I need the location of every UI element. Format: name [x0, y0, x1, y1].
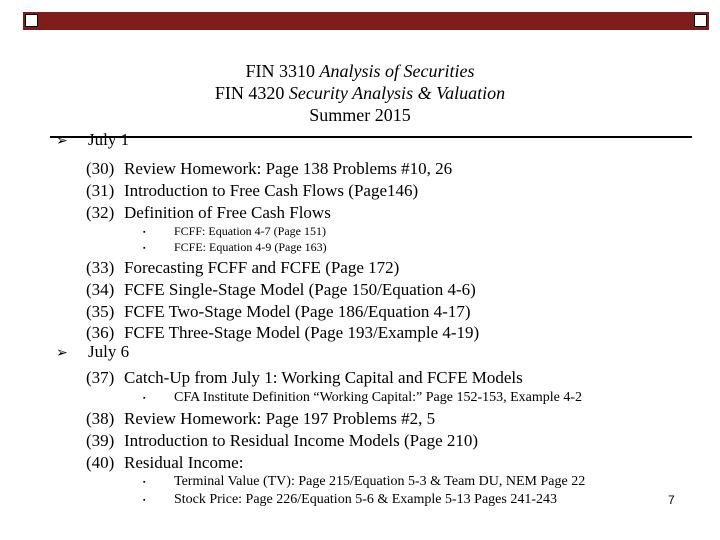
checkbox-left: [25, 14, 38, 27]
header-bar: [23, 12, 709, 30]
title-line-3: Summer 2015: [309, 105, 411, 125]
sub-item-40b: ▪ Stock Price: Page 226/Equation 5-6 & Example 5-13 Pages 241-243: [143, 492, 557, 508]
page-number: 7: [668, 493, 675, 507]
title-line-1: FIN 3310 Analysis of Securities: [245, 61, 475, 81]
square-bullet-icon: ▪: [143, 496, 146, 504]
list-item-31: (31) Introduction to Free Cash Flows (Page146): [86, 181, 419, 200]
date-heading-july-1: ➢ July 1: [56, 130, 130, 149]
square-bullet-icon: ▪: [143, 228, 146, 237]
square-bullet-icon: ▪: [143, 244, 146, 253]
arrow-bullet-icon: ➢: [56, 345, 68, 361]
square-bullet-icon: ▪: [143, 478, 146, 486]
checkbox-right: [694, 14, 707, 27]
list-item-38: (38) Review Homework: Page 197 Problems #2, 5: [86, 409, 436, 428]
list-item-35: (35) FCFE Two-Stage Model (Page 186/Equation 4-17): [86, 302, 471, 321]
arrow-bullet-icon: ➢: [56, 133, 68, 149]
title-divider: [50, 136, 692, 138]
list-item-36: (36) FCFE Three-Stage Model (Page 193/Example 4-19): [86, 323, 480, 342]
list-item-40: (40) Residual Income:: [86, 453, 244, 472]
square-bullet-icon: ▪: [143, 394, 146, 402]
slide-title: [150, 60, 570, 126]
sub-item-37a: ▪ CFA Institute Definition “Working Capital:” Page 152-153, Example 4-2: [143, 390, 583, 406]
list-item-39: (39) Introduction to Residual Income Models (Page 210): [86, 431, 479, 450]
title-line-2: FIN 4320 Security Analysis & Valuation: [214, 83, 506, 103]
list-item-30: (30) Review Homework: Page 138 Problems #10, 26: [86, 159, 453, 178]
list-item-37: (37) Catch-Up from July 1: Working Capital and FCFE Models: [86, 368, 523, 387]
list-item-33: (33) Forecasting FCFF and FCFE (Page 172): [86, 258, 400, 277]
list-item-32: (32) Definition of Free Cash Flows: [86, 203, 331, 222]
sub-item-32a: ▪ FCFF: Equation 4-7 (Page 151): [143, 223, 326, 240]
sub-item-40a: ▪ Terminal Value (TV): Page 215/Equation 5-3 & Team DU, NEM Page 22: [143, 474, 586, 490]
sub-item-32b: ▪ FCFE: Equation 4-9 (Page 163): [143, 239, 327, 256]
list-item-34: (34) FCFE Single-Stage Model (Page 150/Equation 4-6): [86, 280, 476, 299]
date-heading-july-6: ➢ July 6: [56, 342, 130, 361]
